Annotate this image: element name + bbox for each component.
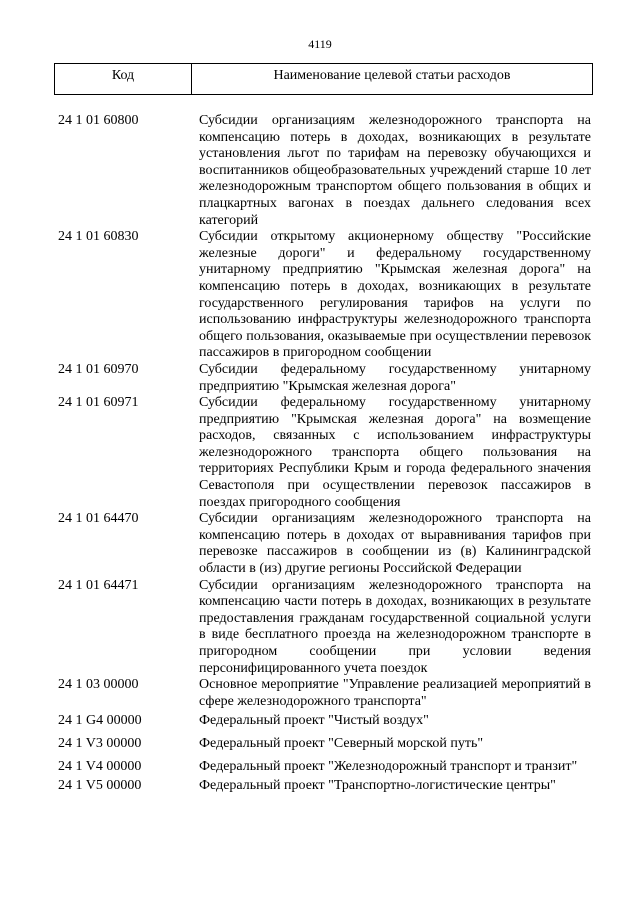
row-code: 24 1 01 60830 xyxy=(58,229,139,245)
table-header xyxy=(54,63,593,95)
header-name-column: Наименование целевой статьи расходов xyxy=(273,68,511,83)
table-row xyxy=(0,713,640,730)
row-name: Субсидии организациям железнодорожного транспорта на компенсацию потерь в доходах, возникающих в результате установления льгот по тарифам на перевозку обучающихся и воспитанников общеобразовательных учреждений старше 10 лет железнодорожным транспортом общего пользования в общих и плацкартных вагонах в поездах дальнего следования всех категорий xyxy=(199,113,591,228)
expense-items-list xyxy=(0,113,640,795)
table-row xyxy=(0,395,640,511)
row-name: Субсидии открытому акционерному обществу "Российские железные дороги" и федеральному государственному унитарному предприятию "Крымская железная дорога" на компенсацию потерь в доходах, возникающих в результате государственного регулирования тарифов на услуги по использованию инфраструктуры железнодорожного транспорта общего пользования, оказываемые при осуществлении перевозок пассажиров в пригородном сообщении xyxy=(199,229,591,361)
row-name: Субсидии организациям железнодорожного транспорта на компенсацию потерь в доходах от выравнивания тарифов при перевозке пассажиров в сообщении из (в) Калининградской области в (из) другие регионы Российской Федерации xyxy=(199,511,591,577)
table-row xyxy=(0,677,640,710)
table-row xyxy=(0,778,640,795)
table-row xyxy=(0,362,640,395)
row-name: Федеральный проект "Северный морской путь" xyxy=(199,735,484,751)
table-row xyxy=(0,736,640,753)
row-name: Федеральный проект "Чистый воздух" xyxy=(199,713,429,729)
header-code-column: Код xyxy=(55,64,192,94)
row-code: 24 1 G4 00000 xyxy=(58,713,142,729)
row-code: 24 1 01 64470 xyxy=(58,511,139,527)
row-code: 24 1 V4 00000 xyxy=(58,758,142,774)
table-row xyxy=(0,578,640,678)
row-name: Субсидии организациям железнодорожного транспорта на компенсацию части потерь в доходах, возникающих в результате предоставления гражданам государственной социальной услуги в виде бесплатного проезда на железнодорожном транспорте в пригородном сообщении при условии ведения персонифицированного учета поездок xyxy=(199,577,591,676)
row-code: 24 1 V5 00000 xyxy=(58,778,142,794)
row-name: Федеральный проект "Железнодорожный транспорт и транзит" xyxy=(199,758,578,774)
row-name: Основное мероприятие "Управление реализацией мероприятий в сфере железнодорожного транспорта" xyxy=(199,677,591,709)
row-name: Субсидии федеральному государственному унитарному предприятию "Крымская железная дорога" xyxy=(199,361,591,394)
row-code: 24 1 01 60800 xyxy=(58,113,139,128)
row-code: 24 1 01 60971 xyxy=(58,395,139,411)
page-number: 4119 xyxy=(308,37,332,51)
row-name: Федеральный проект "Транспортно-логистические центры" xyxy=(199,778,556,794)
row-code: 24 1 03 00000 xyxy=(58,677,139,693)
table-row xyxy=(0,113,640,229)
table-row xyxy=(0,759,640,776)
row-name: Субсидии федеральному государственному унитарному предприятию "Крымская железная дорога" на возмещение расходов, связанных с использованием инфраструктуры железнодорожного транспорта общего пользования на территориях Республики Крым и города федерального значения Севастополя при осуществлении перевозок пассажиров в поездах пригородного сообщения xyxy=(199,395,591,510)
row-code: 24 1 V3 00000 xyxy=(58,735,142,751)
row-code: 24 1 01 64471 xyxy=(58,577,139,593)
table-row xyxy=(0,511,640,577)
table-row xyxy=(0,229,640,362)
row-code: 24 1 01 60970 xyxy=(58,361,139,377)
